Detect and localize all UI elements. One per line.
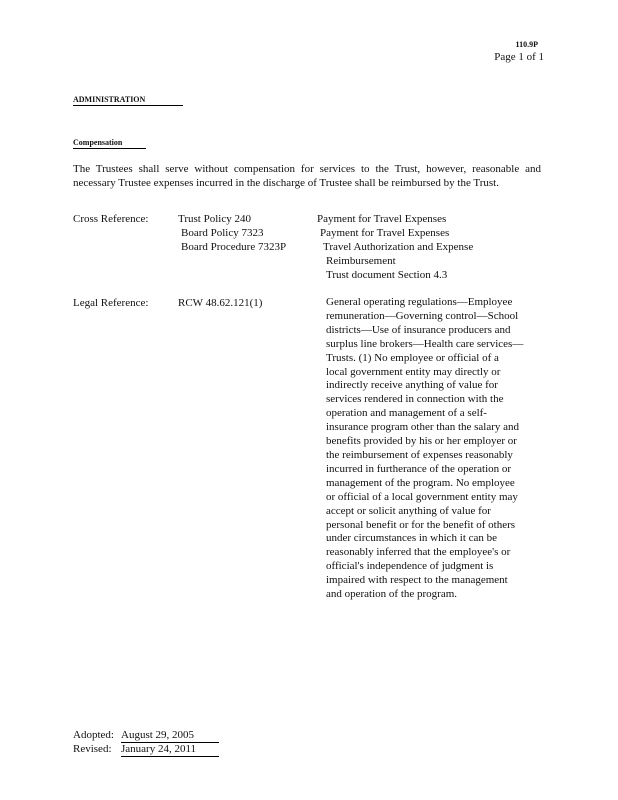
legal-line: personal benefit or for the benefit of others [326, 518, 516, 531]
legal-line: remuneration—Governing control—School [326, 309, 519, 322]
cross-reference-documents [178, 212, 286, 254]
page-number: Page 1 of 1 [494, 51, 544, 63]
legal-line: districts—Use of insurance producers and [326, 323, 511, 336]
cross-ref-doc: Trust Policy 240 [178, 213, 251, 225]
legal-reference-label: Legal Reference: [73, 297, 149, 309]
adopted-date [121, 728, 219, 743]
cross-reference-titles [317, 212, 473, 282]
legal-line: reasonably inferred that the employee's or [326, 546, 511, 559]
legal-line: indirectly receive anything of value for [326, 379, 498, 392]
revised-label: Revised: [73, 743, 112, 755]
legal-line: insurance program other than the salary and [326, 421, 520, 434]
legal-reference-citation: RCW 48.62.121(1) [178, 297, 263, 309]
legal-reference-text [326, 296, 534, 602]
legal-line: Trusts. (1) No employee or official of a [326, 351, 499, 364]
cross-ref-doc: Board Procedure 7323P [181, 241, 287, 253]
legal-line: operation and management of a self- [326, 407, 487, 420]
cross-ref-title: Payment for Travel Expenses [317, 213, 447, 225]
legal-line: surplus line brokers—Health care services— [326, 337, 524, 350]
legal-line: official's independence of judgment is [326, 560, 494, 573]
adopted-date-text: August 29, 2005 [121, 728, 219, 743]
section-heading: ADMINISTRATION [73, 94, 183, 106]
revised-date-text: January 24, 2011 [121, 742, 219, 757]
legal-line: General operating regulations—Employee [326, 296, 513, 308]
subsection-heading: Compensation [73, 137, 146, 149]
legal-line: management of the program. No employee [326, 476, 515, 489]
legal-line: incurred in furtherance of the operation or [326, 462, 512, 475]
legal-line: the reimbursement of expenses reasonably [326, 448, 513, 461]
legal-line: accept or solicit anything of value for [326, 504, 491, 517]
legal-line: services rendered in connection with the [326, 393, 504, 406]
legal-line: or official of a local government entity may [326, 490, 518, 503]
cross-ref-title: Reimbursement [326, 255, 396, 267]
legal-line: under circumstances in which it can be [326, 532, 498, 545]
cross-ref-title: Payment for Travel Expenses [320, 227, 450, 239]
legal-line: benefits provided by his or her employer or [326, 435, 517, 448]
legal-line: local government entity may directly or [326, 365, 501, 378]
cross-ref-doc: Board Policy 7323 [181, 227, 264, 239]
cross-ref-title: Trust document Section 4.3 [326, 269, 448, 281]
adopted-label: Adopted: [73, 729, 114, 741]
cross-reference-label: Cross Reference: [73, 213, 149, 225]
revised-date [121, 742, 219, 757]
legal-line: and operation of the program. [326, 588, 458, 601]
legal-line: impaired with respect to the management [326, 574, 508, 587]
policy-code: 110.9P [515, 40, 538, 49]
body-paragraph: The Trustees shall serve without compensation for services to the Trust, however, reasonable and necessary Trustee expenses incurred in the discharge of Trustee shall be reimbursed by the Trust. [73, 163, 541, 189]
cross-ref-title: Travel Authorization and Expense [323, 241, 474, 253]
